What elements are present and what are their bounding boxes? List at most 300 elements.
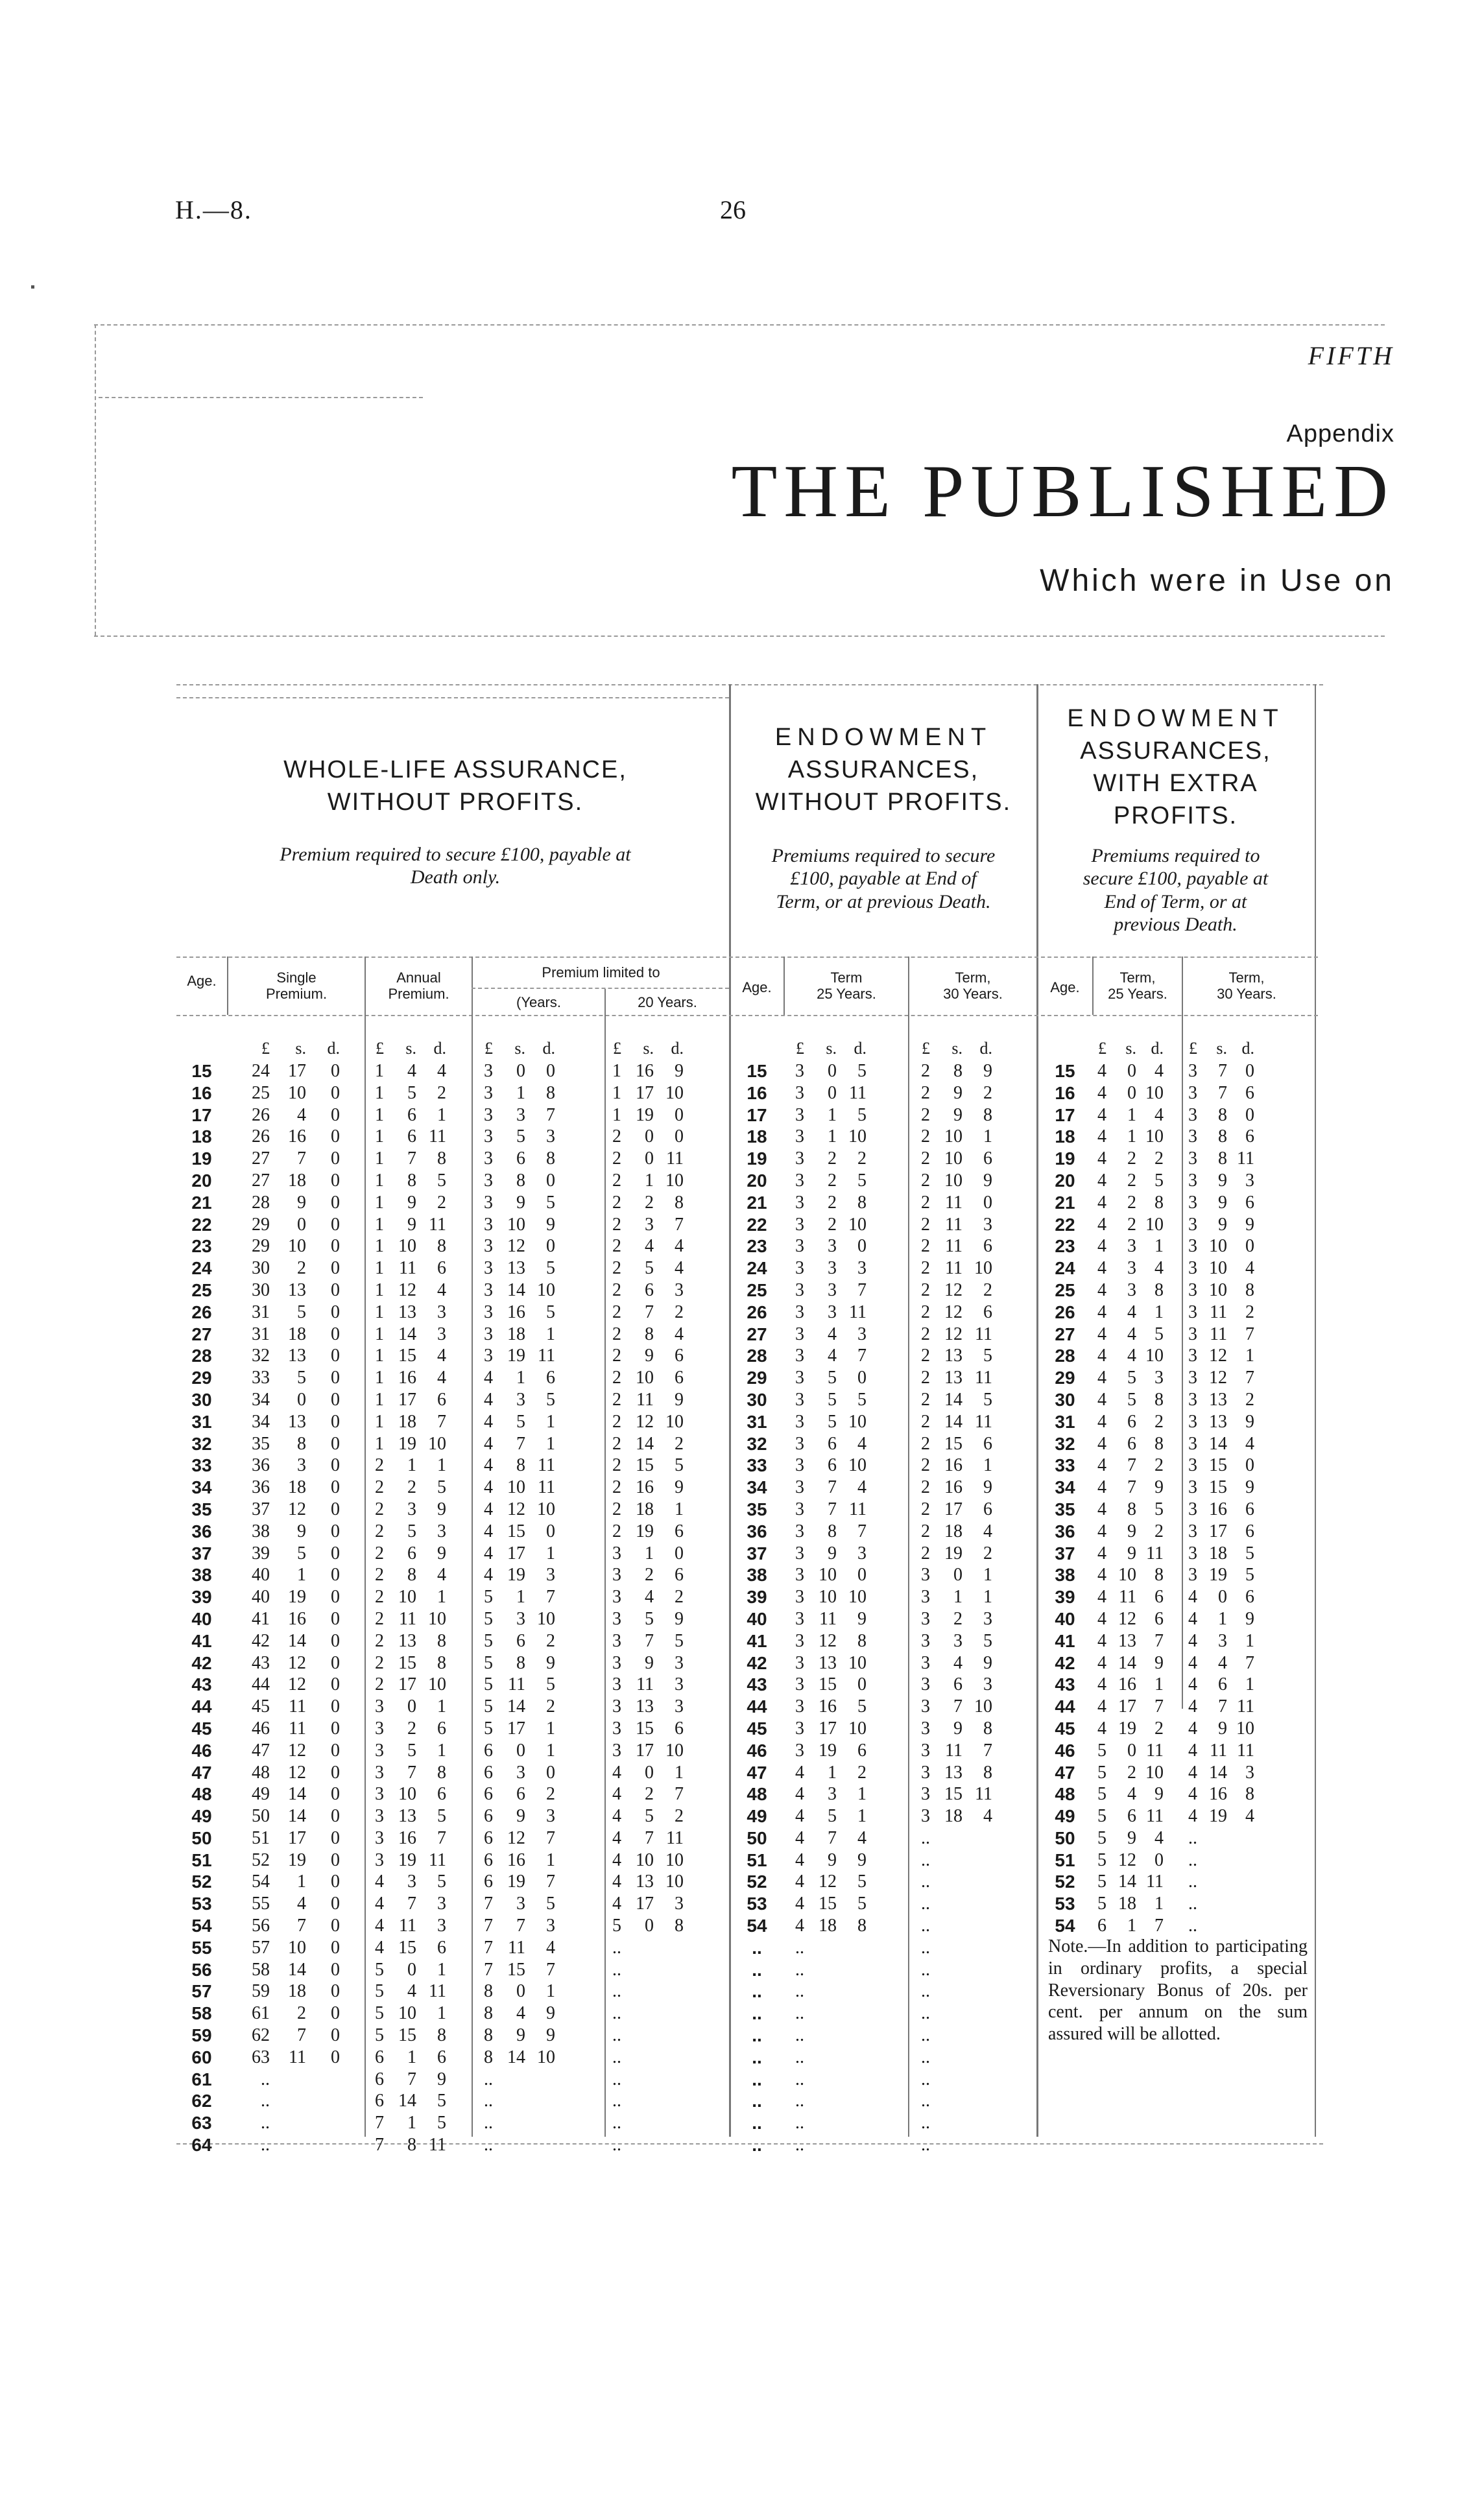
twenty-years-value-cell (610, 2069, 684, 2091)
whole-life-age-cell: 16 (191, 1082, 212, 1103)
extra-age-cell: 43 (1055, 1674, 1075, 1695)
term25b-pence: 3 (1154, 1368, 1164, 1388)
term30-shillings: 15 (944, 1784, 963, 1805)
twenty-years-value-cell (610, 1060, 684, 1082)
whole-life-age-cell: 60 (191, 2047, 212, 2067)
single-value-cell (244, 1235, 340, 1257)
term25-pence: 5 (857, 1894, 867, 1914)
single-value-cell (244, 1192, 340, 1214)
term30-shillings: 6 (953, 1674, 963, 1695)
term30b-pence: 0 (1245, 1104, 1254, 1125)
single-pence: 0 (331, 1148, 340, 1169)
ten-years-pence: 3 (546, 1565, 555, 1586)
term25b-pence: 11 (1146, 1740, 1164, 1761)
whole-life-age-cell: 27 (191, 1324, 212, 1344)
single-pence: 0 (331, 1279, 340, 1300)
term25b-pence: 5 (1154, 1324, 1164, 1344)
annual-value-cell (372, 2003, 446, 2025)
term25-header (785, 969, 908, 1003)
term30b-pence: 0 (1245, 1455, 1254, 1476)
whole-life-age-cell: 34 (191, 1477, 212, 1498)
term30-shillings: 14 (944, 1411, 963, 1432)
single-value-cell (244, 1455, 340, 1477)
term25b-pounds: 4 (1097, 1148, 1106, 1169)
annual-pounds: 2 (375, 1521, 384, 1541)
term30-value-cell (918, 1630, 992, 1652)
term25-pence: 3 (857, 1258, 867, 1279)
single-premium-header (228, 969, 365, 1003)
ten-years-value-cell (481, 1257, 555, 1279)
single-pounds: 28 (252, 1192, 270, 1213)
term30b-shillings: 10 (1209, 1236, 1227, 1257)
annual-shillings: 18 (398, 1411, 416, 1432)
whole-life-age-cell: 63 (191, 2113, 212, 2134)
term25b-value-cell (1095, 1586, 1164, 1608)
unit-d: d. (1241, 1039, 1254, 1058)
term25b-shillings: 2 (1127, 1148, 1136, 1169)
term30b-shillings: 8 (1218, 1148, 1227, 1169)
term30b-value-cell (1186, 1652, 1254, 1674)
units-header (244, 1038, 340, 1060)
term25-pence: 11 (849, 1499, 867, 1519)
term30b-shillings: 10 (1209, 1279, 1227, 1300)
term25b-pence: 8 (1154, 1433, 1164, 1454)
twenty-years-pounds: 2 (612, 1455, 621, 1476)
term25-value-cell (793, 1389, 867, 1411)
twenty-years-shillings: 19 (636, 1521, 654, 1541)
speck-mark (31, 285, 34, 289)
term25b-value-cell (1095, 1060, 1164, 1082)
term25-value-cell (793, 2047, 867, 2069)
single-pounds: 36 (252, 1455, 270, 1476)
single-value-cell (244, 2003, 340, 2025)
term30-pounds: 3 (921, 1696, 930, 1717)
term25b-value-cell (1095, 1433, 1164, 1455)
single-value-cell (244, 1302, 340, 1324)
term25-shillings: 12 (819, 1872, 837, 1892)
endowment-age-cell: .. (752, 2047, 762, 2067)
twenty-years-value-cell (610, 1937, 684, 1959)
twenty-years-value-cell (610, 2090, 684, 2112)
single-shillings: 12 (288, 1740, 306, 1761)
term25-pounds: 3 (795, 1346, 804, 1366)
term30b-header-2: 30 Years. (1217, 986, 1276, 1003)
term25b-pounds: 4 (1097, 1565, 1106, 1586)
term30-value-cell (918, 1871, 992, 1893)
term25-value-cell (793, 1543, 867, 1565)
term30b-value-cell (1186, 1235, 1254, 1257)
whole-life-title-1: WHOLE-LIFE ASSURANCE, (283, 756, 627, 783)
term25b-value-cell (1095, 1805, 1164, 1827)
term30b-shillings: 11 (1210, 1740, 1227, 1761)
annual-shillings: 1 (407, 2047, 416, 2067)
term30-pence: 1 (983, 1565, 992, 1586)
twenty-years-pence: 4 (675, 1258, 684, 1279)
annual-value-cell (372, 1192, 446, 1214)
twenty-years-value-cell (610, 1915, 684, 1937)
unit-s: s. (405, 1039, 416, 1058)
term25b-pence: 10 (1145, 1126, 1164, 1147)
ten-years-pence: 5 (546, 1389, 555, 1410)
extra-age-cell: 33 (1055, 1455, 1075, 1476)
term30-pounds: 2 (921, 1082, 930, 1103)
single-pounds: 63 (252, 2047, 270, 2067)
twenty-years-pence: 7 (675, 1784, 684, 1805)
single-shillings: 9 (297, 1192, 306, 1213)
annual-value-cell (372, 1630, 446, 1652)
ten-years-pounds: 3 (484, 1302, 493, 1322)
extra-age-cell: 54 (1055, 1916, 1075, 1936)
term25b-value-cell (1095, 1893, 1164, 1915)
term30b-pence: 9 (1245, 1608, 1254, 1629)
term30-pence: 6 (983, 1148, 992, 1169)
term30-shillings: 19 (944, 1543, 963, 1563)
term30-pounds: 2 (921, 1521, 930, 1541)
annual-shillings: 15 (398, 2025, 416, 2046)
whole-life-age-cell: 31 (191, 1411, 212, 1432)
term30b-value-cell (1186, 1214, 1254, 1236)
single-shillings: 12 (288, 1652, 306, 1673)
term30b-pounds: 4 (1188, 1652, 1197, 1673)
ten-years-value-cell (481, 2112, 555, 2134)
term25-value-cell (793, 1279, 867, 1302)
endowment-age-cell: 42 (747, 1652, 767, 1673)
term30-value-cell (918, 1367, 992, 1389)
single-shillings: 1 (297, 1872, 306, 1892)
term30-value-cell (918, 1279, 992, 1302)
ten-years-value-cell (481, 1433, 555, 1455)
endowment-age-cell: 49 (747, 1806, 767, 1827)
term25b-pence: 9 (1154, 1477, 1164, 1498)
extra-age-cell: 36 (1055, 1521, 1075, 1541)
annual-shillings: 7 (407, 1148, 416, 1169)
term25-shillings: 1 (828, 1762, 837, 1783)
single-pence: 0 (331, 1368, 340, 1388)
endowment-age-cell: 38 (747, 1565, 767, 1586)
term25-value-cell (793, 1893, 867, 1915)
ten-years-shillings: 11 (508, 1937, 525, 1958)
annual-pence: 11 (429, 1214, 446, 1235)
single-value-cell (244, 1543, 340, 1565)
term25-pence: 8 (857, 1916, 867, 1936)
twenty-years-shillings: 16 (636, 1477, 654, 1498)
whole-life-age-cell: 21 (191, 1192, 212, 1213)
term30b-shillings: 11 (1210, 1302, 1227, 1322)
term25-pounds: 3 (795, 1192, 804, 1213)
annual-pounds: 4 (375, 1894, 384, 1914)
ten-years-shillings: 7 (516, 1433, 525, 1454)
term25-pence: 10 (848, 1718, 867, 1739)
endowment-extra-subtitle-3: End of Term, or at (1104, 890, 1247, 912)
annual-pence: 1 (437, 1959, 446, 1980)
term30b-value-cell (1186, 1630, 1254, 1652)
term25-pence: 9 (857, 1608, 867, 1629)
ten-years-value-cell (481, 1367, 555, 1389)
ten-years-pounds: 4 (484, 1455, 493, 1476)
term30-pounds: 2 (921, 1258, 930, 1279)
term25-pence: 5 (857, 1170, 867, 1191)
term25b-pence: 9 (1154, 1784, 1164, 1805)
twenty-years-pounds: 2 (612, 1433, 621, 1454)
term30b-value-cell (1186, 1762, 1254, 1784)
term30b-column (1186, 1060, 1254, 1937)
term30-shillings: 11 (945, 1740, 963, 1761)
term30-pence: 10 (974, 1696, 992, 1717)
annual-pounds: 2 (375, 1587, 384, 1608)
term25b-pounds: 4 (1097, 1236, 1106, 1257)
single-shillings: 18 (288, 1981, 306, 2002)
single-pounds: 25 (252, 1082, 270, 1103)
ten-years-pounds: 4 (484, 1565, 493, 1586)
annual-pounds: 3 (375, 1849, 384, 1870)
twenty-years-pounds: 2 (612, 1499, 621, 1519)
term25b-pounds: 4 (1097, 1477, 1106, 1498)
term30b-value-cell (1186, 1367, 1254, 1389)
annual-pence: 5 (437, 2091, 446, 2111)
ten-years-pounds: 5 (484, 1652, 493, 1673)
single-pence: 0 (331, 1630, 340, 1651)
twenty-years-pence: 10 (665, 1849, 684, 1870)
single-value-cell (244, 1718, 340, 1740)
term25-value-cell (793, 1980, 867, 2003)
single-value-cell (244, 1586, 340, 1608)
term25-pounds: 3 (795, 1587, 804, 1608)
ten-years-shillings: 10 (507, 1214, 525, 1235)
twenty-years-pounds: .. (612, 1959, 621, 1980)
single-shillings: 0 (297, 1389, 306, 1410)
term25-pence: 7 (857, 1279, 867, 1300)
term30-pence: 11 (975, 1368, 992, 1388)
ten-years-shillings: 15 (507, 1959, 525, 1980)
ten-years-pence: 0 (546, 1170, 555, 1191)
term25-pounds: 3 (795, 1543, 804, 1563)
term30-shillings: 12 (944, 1302, 963, 1322)
term30-pence: 0 (983, 1192, 992, 1213)
age-header-a: Age. (187, 973, 217, 989)
term30-pence: 6 (983, 1236, 992, 1257)
whole-life-age-cell: 35 (191, 1499, 212, 1519)
term30-pounds: 3 (921, 1806, 930, 1827)
term30-value-cell (918, 1060, 992, 1082)
twenty-years-pounds: 2 (612, 1236, 621, 1257)
annual-pence: 8 (437, 1652, 446, 1673)
unit-l: £ (376, 1039, 384, 1058)
term25b-value-cell (1095, 1411, 1164, 1433)
whole-life-age-cell: 56 (191, 1959, 212, 1980)
endowment-age-cell: 43 (747, 1674, 767, 1695)
term25b-pounds: 5 (1097, 1849, 1106, 1870)
term30-pounds: .. (921, 2135, 930, 2156)
term30b-shillings: 12 (1209, 1346, 1227, 1366)
term30-pounds: 2 (921, 1411, 930, 1432)
term30-pence: 2 (983, 1543, 992, 1563)
annual-value-cell (372, 2090, 446, 2112)
units-header (481, 1038, 555, 1060)
term30-header (909, 969, 1036, 1003)
term30-pounds: 2 (921, 1346, 930, 1366)
annual-pounds: 2 (375, 1652, 384, 1673)
twenty-years-value-cell (610, 1214, 684, 1236)
term25-value-cell (793, 2069, 867, 2091)
single-shillings: 18 (288, 1477, 306, 1498)
term30b-pounds: .. (1188, 1849, 1197, 1870)
term30b-pounds: 3 (1188, 1192, 1197, 1213)
annual-pence: 8 (437, 2025, 446, 2046)
units-header (918, 1038, 992, 1060)
term30-value-cell (918, 1433, 992, 1455)
ten-years-pence: 5 (546, 1894, 555, 1914)
endowment-age-cell: .. (752, 2135, 762, 2156)
main-heading: THE PUBLISHED (731, 450, 1394, 533)
term30b-shillings: 7 (1218, 1696, 1227, 1717)
annual-pounds: 1 (375, 1324, 384, 1344)
ten-years-shillings: 3 (516, 1389, 525, 1410)
ten-years-value-cell (481, 1060, 555, 1082)
ten-years-shillings: 0 (516, 1981, 525, 2002)
term30-pounds: 2 (921, 1455, 930, 1476)
single-pounds: 31 (252, 1302, 270, 1322)
twenty-years-pounds: .. (612, 2069, 621, 2089)
term30b-pounds: 3 (1188, 1499, 1197, 1519)
term25b-value-cell (1095, 1257, 1164, 1279)
term30b-pence: 9 (1245, 1411, 1254, 1432)
ten-years-value-cell (481, 2025, 555, 2047)
twenty-years-column (610, 1060, 684, 2156)
age-column-c (1038, 1060, 1092, 1937)
term25b-shillings: 14 (1118, 1872, 1136, 1892)
unit-s: s. (295, 1039, 306, 1058)
twenty-years-value-cell (610, 2025, 684, 2047)
units-header (372, 1038, 446, 1060)
single-value-cell (244, 1805, 340, 1827)
term25b-pence: 2 (1154, 1148, 1164, 1169)
ten-years-pounds: 4 (484, 1411, 493, 1432)
term25-shillings: 19 (819, 1740, 837, 1761)
ten-years-value-cell (481, 1499, 555, 1521)
whole-life-age-cell: 43 (191, 1674, 212, 1695)
whole-life-age-cell: 45 (191, 1718, 212, 1739)
annual-pence: 5 (437, 2113, 446, 2134)
twenty-years-pence: 5 (675, 1630, 684, 1651)
twenty-years-pounds: 2 (612, 1148, 621, 1169)
extra-age-cell: 53 (1055, 1894, 1075, 1914)
annual-shillings: 10 (398, 1784, 416, 1805)
term25b-header-2: 25 Years. (1108, 986, 1167, 1003)
term25b-pence: 5 (1154, 1170, 1164, 1191)
extra-age-cell: 38 (1055, 1565, 1075, 1586)
single-pence: 0 (331, 1258, 340, 1279)
single-pounds: 32 (252, 1346, 270, 1366)
term25b-pence: 2 (1154, 1455, 1164, 1476)
term30b-pounds: 3 (1188, 1214, 1197, 1235)
whole-life-age-cell: 20 (191, 1170, 212, 1191)
single-pounds: 47 (252, 1740, 270, 1761)
twenty-years-pounds: 2 (612, 1368, 621, 1388)
single-pounds: 61 (252, 2003, 270, 2024)
term30b-pounds: 3 (1188, 1389, 1197, 1410)
annual-pounds: 3 (375, 1784, 384, 1805)
ten-years-shillings: 5 (516, 1411, 525, 1432)
ten-years-pounds: 5 (484, 1608, 493, 1629)
term25-pounds: 4 (795, 1849, 804, 1870)
term25-shillings: 1 (828, 1126, 837, 1147)
term30b-value-cell (1186, 1740, 1254, 1762)
term30b-pence: 11 (1237, 1148, 1254, 1169)
annual-value-cell (372, 1104, 446, 1126)
term25-value-cell (793, 1302, 867, 1324)
term30-value-cell (918, 1477, 992, 1499)
twenty-years-pounds: 2 (612, 1214, 621, 1235)
extra-age-cell: 24 (1055, 1258, 1075, 1279)
twenty-years-pence: 3 (675, 1279, 684, 1300)
term25-value-cell (793, 1783, 867, 1805)
ten-years-shillings: 17 (507, 1718, 525, 1739)
single-shillings: 18 (288, 1170, 306, 1191)
term30-pounds: 2 (921, 1192, 930, 1213)
single-pounds: 34 (252, 1411, 270, 1432)
term30b-pence: 8 (1245, 1784, 1254, 1805)
ten-years-pence: 5 (546, 1192, 555, 1213)
term30b-pence: 4 (1245, 1433, 1254, 1454)
term25b-pence: 7 (1154, 1630, 1164, 1651)
title-bottom-rule (94, 636, 1385, 637)
ten-years-value-cell (481, 1477, 555, 1499)
whole-life-age-cell: 37 (191, 1543, 212, 1563)
single-pence: 0 (331, 1718, 340, 1739)
single-shillings: 5 (297, 1302, 306, 1322)
annual-value-cell (372, 2134, 446, 2156)
annual-shillings: 13 (398, 1806, 416, 1827)
term25b-pence: 11 (1146, 1806, 1164, 1827)
ten-years-shillings: 0 (516, 1061, 525, 1081)
term30-pence: 3 (983, 1214, 992, 1235)
term30-shillings: 17 (944, 1499, 963, 1519)
term25-shillings: 10 (819, 1587, 837, 1608)
age-header-c: Age. (1050, 979, 1080, 995)
single-pence: 0 (331, 1236, 340, 1257)
twenty-years-shillings: 17 (636, 1082, 654, 1103)
single-value-cell (244, 1477, 340, 1499)
term30-value-cell (918, 1849, 992, 1872)
whole-life-age-cell: 52 (191, 1872, 212, 1892)
twenty-years-pounds: 3 (612, 1696, 621, 1717)
annual-pence: 4 (437, 1346, 446, 1366)
twenty-years-value-cell (610, 1652, 684, 1674)
ten-years-value-cell (481, 1214, 555, 1236)
ten-years-pounds: 3 (484, 1126, 493, 1147)
limited-header: Premium limited to (542, 964, 660, 981)
annual-pounds: 1 (375, 1411, 384, 1432)
term30-value-cell (918, 1762, 992, 1784)
term25-value-cell (793, 1762, 867, 1784)
twenty-years-value-cell (610, 1849, 684, 1872)
ten-years-pence: 2 (546, 1784, 555, 1805)
term30-value-cell (918, 1696, 992, 1718)
single-pence: 0 (331, 2003, 340, 2024)
twenty-years-pence: 4 (675, 1324, 684, 1344)
term25b-value-cell (1095, 1696, 1164, 1718)
annual-pounds: 1 (375, 1258, 384, 1279)
term25b-pounds: 4 (1097, 1082, 1106, 1103)
endowment-age-cell: 20 (747, 1170, 767, 1191)
annual-pounds: 2 (375, 1499, 384, 1519)
twenty-years-shillings: 2 (645, 1565, 654, 1586)
ten-years-value-cell (481, 1455, 555, 1477)
ten-years-pence: 3 (546, 1806, 555, 1827)
term25-value-cell (793, 1959, 867, 1981)
term25b-pence: 4 (1154, 1061, 1164, 1081)
term25b-value-cell (1095, 1214, 1164, 1236)
